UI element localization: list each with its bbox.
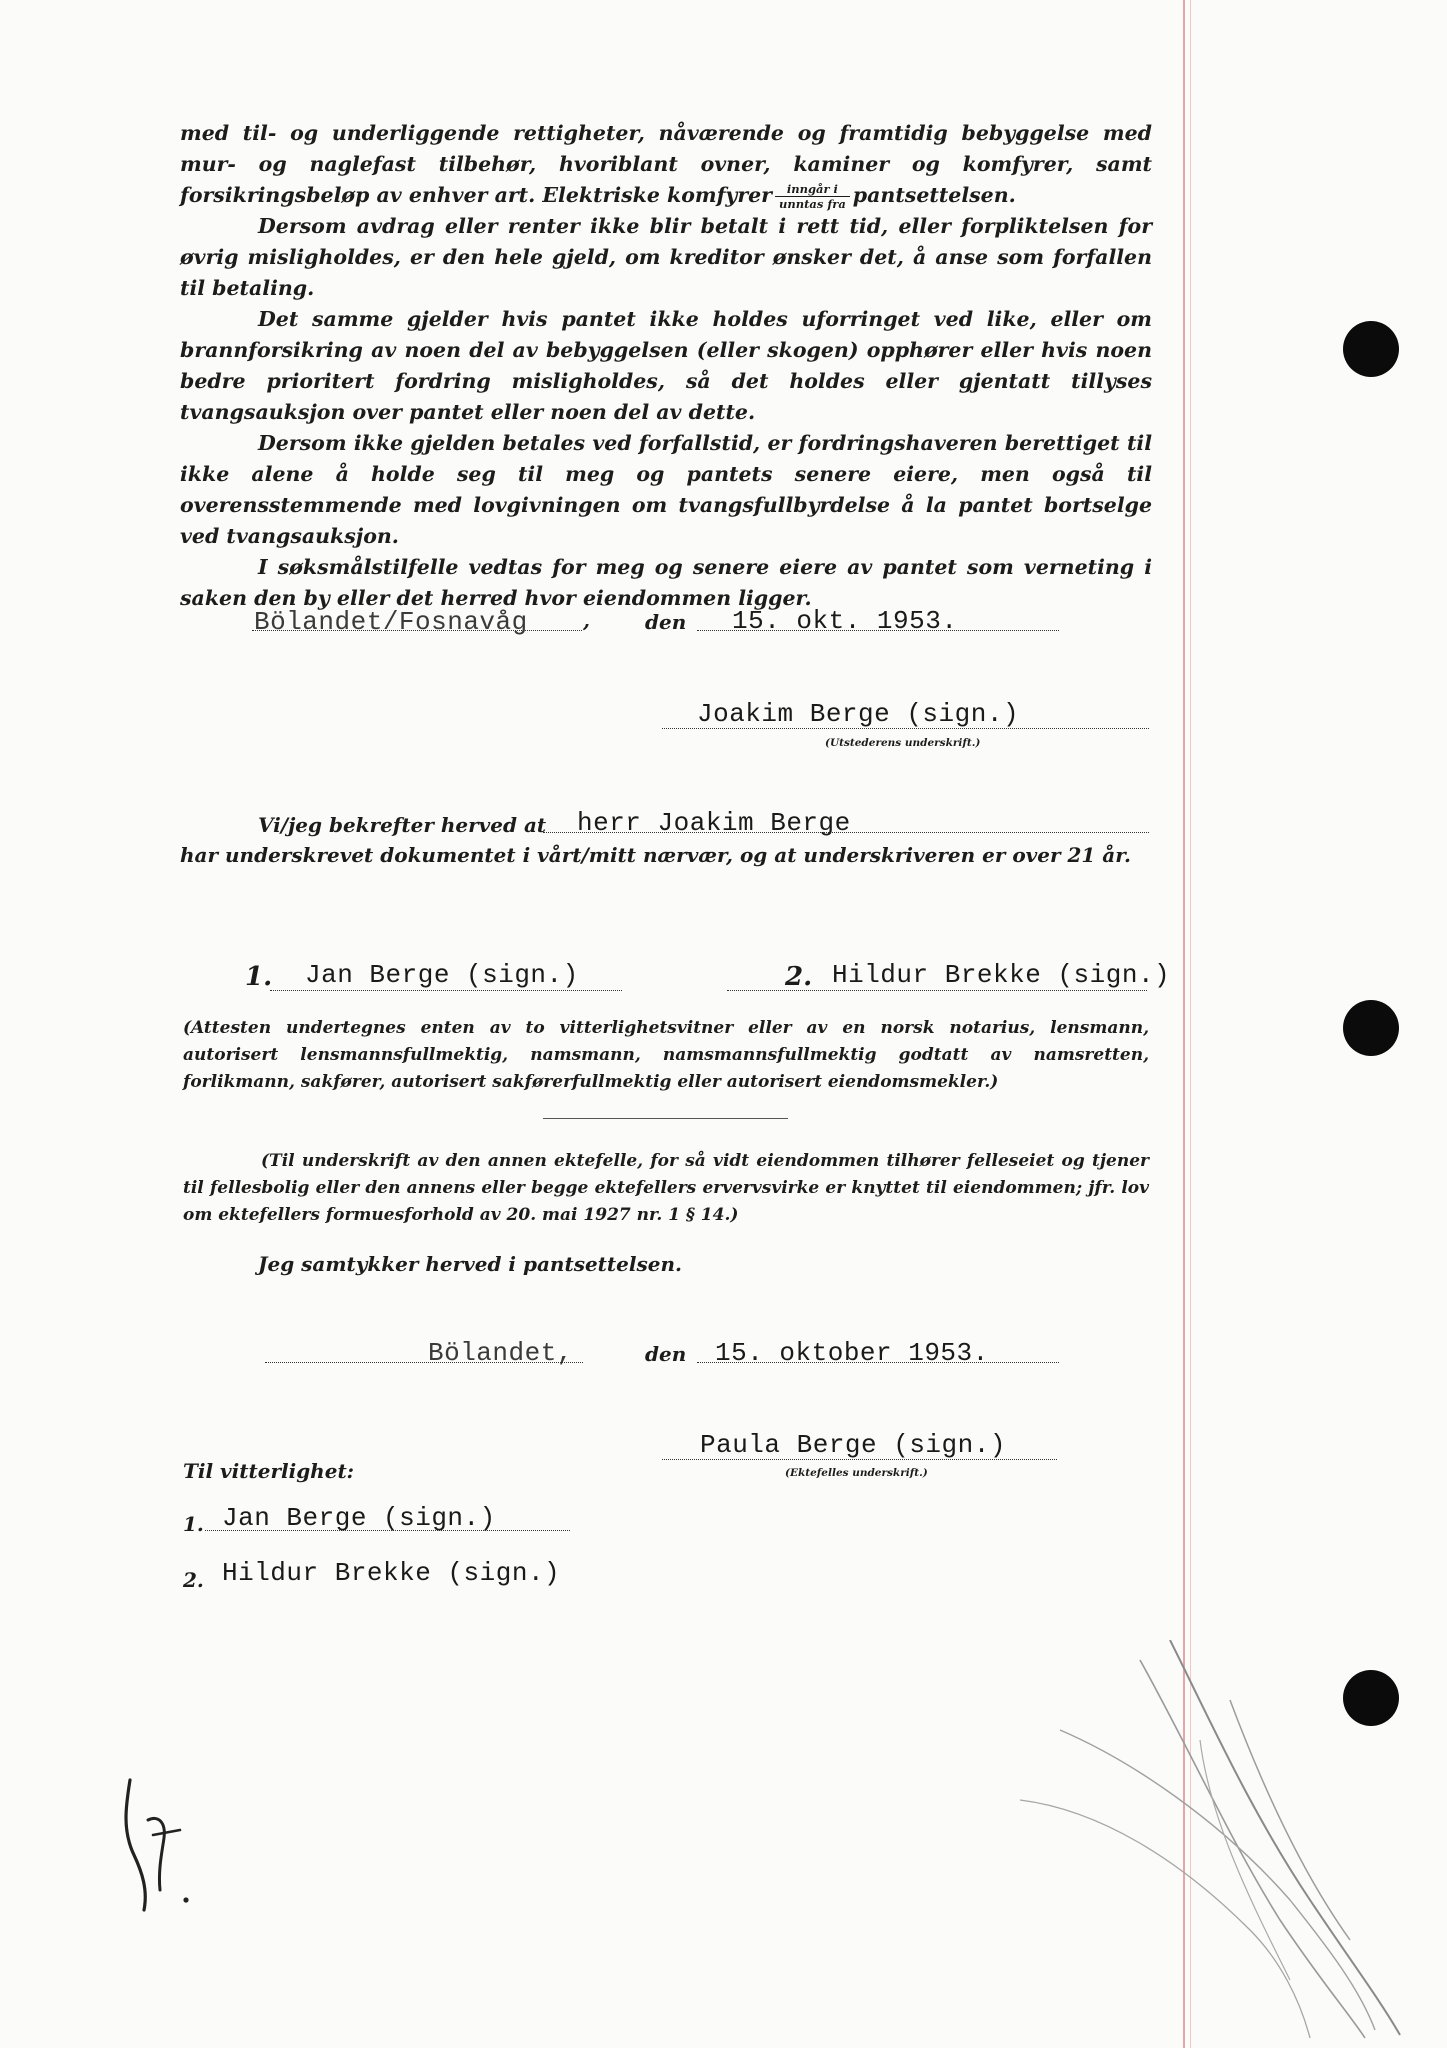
spouse-signature: Paula Berge (sign.) [700, 1430, 1006, 1460]
issue-date: 15. okt. 1953. [732, 606, 958, 636]
consent-text: Jeg samtykker herved i pantsettelsen. [258, 1252, 682, 1276]
witness-2b-number: 2. [183, 1568, 204, 1592]
witness-1-name: Jan Berge (sign.) [305, 960, 579, 990]
den-label-2: den [645, 1342, 687, 1366]
consent-date: 15. oktober 1953. [715, 1338, 989, 1368]
witness-2a-number: 1. [183, 1512, 204, 1536]
issue-place: Bölandet/Fosnavåg [254, 607, 528, 637]
pencil-scratch-marks [1020, 1640, 1420, 2040]
paragraph-maintenance: Det samme gjelder hvis pantet ikke holdes uforringet ved like, eller om brannforsikring av noen del av bebyggelsen (eller skogen) opphører eller hvis noen bedre prioritert fordring misligholdes, så det holdes eller gjentatt tillyses tvangsauksjon over pantet eller noen del av dette. [180, 307, 1152, 424]
witness-2-line [727, 990, 1147, 991]
witness-2a-name: Jan Berge (sign.) [222, 1503, 496, 1533]
terms-text [180, 118, 1152, 614]
witness-statement-text: har underskrevet dokumentet i vårt/mitt nærvær, og at underskriveren er over 21 år. [180, 843, 1131, 867]
punch-hole-top [1343, 321, 1399, 377]
paragraph-property: med til- og underliggende rettigheter, nåværende og framtidig bebyggelse med mur- og naglefast tilbehør, hvoriblant ovner, kaminer og komfyrer, samt forsikringsbeløp av enhver art. Elektriske komfyrer $\frac{\text{inngår i}}{\text{unntas fra}}$ pantsettelsen. [180, 121, 1152, 211]
spouse-caption: (Ektefelles underskrift.) [785, 1467, 928, 1479]
punch-hole-middle [1343, 1000, 1399, 1056]
paragraph-enforcement: Dersom ikke gjelden betales ved forfallstid, er fordringshaveren berettiget til ikke alene å holde seg til meg og pantets senere eiere, men også til overensstemmende med lovgivningen om tvangsfullbyrdelse å la pantet bortselge ved tvangsauksjon. [180, 431, 1152, 548]
paragraph-venue: I søksmålstilfelle vedtas for meg og senere eiere av pantet som verneting i saken den by eller det herred hvor eiendommen ligger. [180, 555, 1152, 610]
witnesses-label: Til vitterlighet: [183, 1459, 355, 1483]
spouse-note: (Til underskrift av den annen ektefelle, for så vidt eiendommen tilhører felleseiet og tjener til fellesbolig eller den annens eller begge ektefellers ervervsvirke er knyttet til eiendommen; jfr. lov om ektefellers formuesforhold av 20. mai 1927 nr. 1 § 14.) [183, 1151, 1149, 1225]
issuer-caption: (Utstederens underskrift.) [825, 737, 981, 749]
witness-2-name: Hildur Brekke (sign.) [832, 960, 1171, 990]
witness-1-number: 1. [245, 962, 273, 992]
den-label: den [645, 610, 687, 634]
place-comma: , [583, 608, 590, 632]
signer-name: herr Joakim Berge [577, 808, 851, 838]
witness-statement-label: Vi/jeg bekrefter herved at [258, 813, 547, 837]
included-excluded-fraction: $\frac{\text{inngår i}}{\text{unntas fra}}$ [775, 182, 850, 211]
issuer-signature: Joakim Berge (sign.) [697, 699, 1020, 729]
separator-rule [543, 1118, 788, 1119]
consent-place: Bölandet, [428, 1338, 573, 1368]
witness-2-number: 2. [785, 962, 813, 992]
attestation-note: (Attesten undertegnes enten av to vitterlighetsvitner eller av en norsk notarius, lensmann, autorisert lensmannsfullmektig, namsmann, namsmannsfullmektig godtatt av namsretten, forlikmann, sakfører, autorisert sakførerfullmektig eller autorisert eiendomsmekler.) [183, 1018, 1149, 1092]
handwritten-initials-mark [108, 1760, 208, 1920]
paragraph-default: Dersom avdrag eller renter ikke blir betalt i rett tid, eller forpliktelsen for øvrig misligholdes, er den hele gjeld, om kreditor ønsker det, å anse som forfallen til betaling. [180, 214, 1152, 300]
witness-1-line [270, 990, 622, 991]
witness-2b-name: Hildur Brekke (sign.) [222, 1558, 561, 1588]
